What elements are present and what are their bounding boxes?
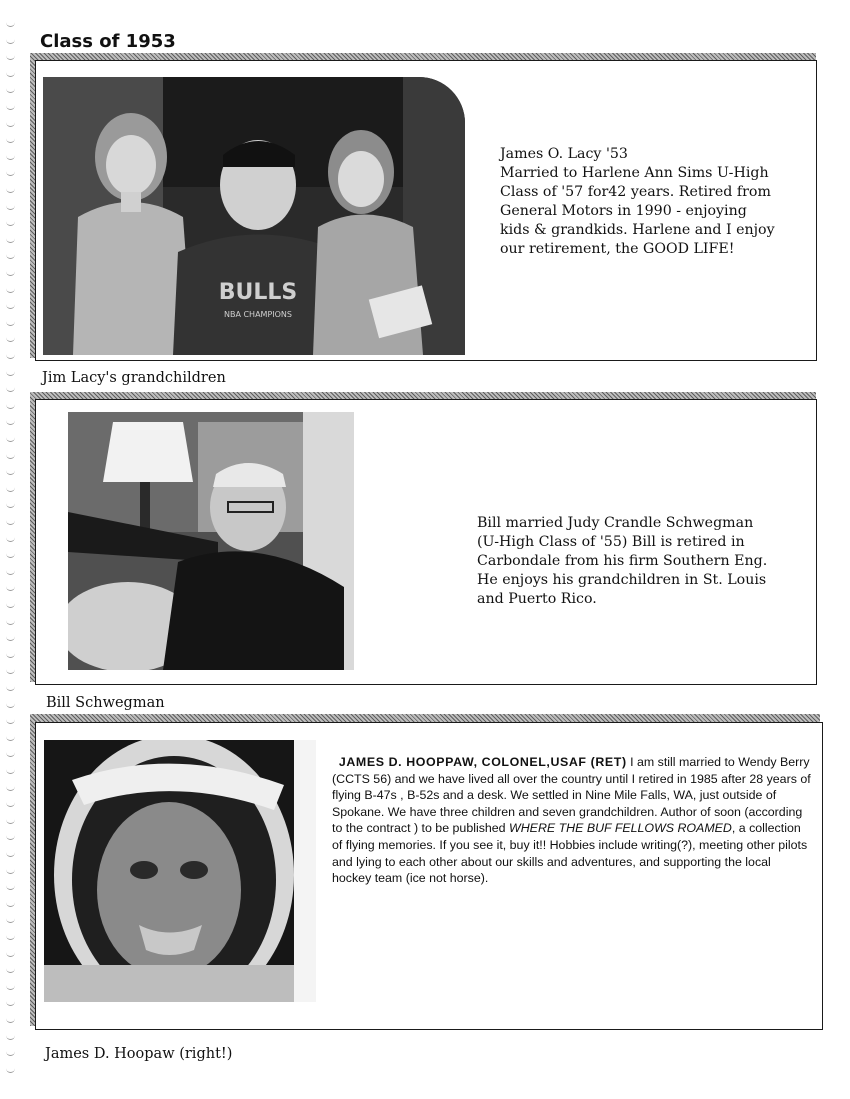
entry-panel-hooppaw [30,714,825,1036]
binder-ring-mark [6,950,15,957]
binder-ring-mark [6,452,15,459]
binder-ring-mark [6,667,15,674]
bio-line: Carbondale from his firm Southern Eng. [477,553,768,569]
bio-line: Class of '57 for42 years. Retired from [500,184,771,200]
binder-ring-mark [6,701,15,708]
bleed-through-text [500,452,780,486]
bio-text-hooppaw [332,754,812,887]
photo-caption-lacy: Jim Lacy's grandchildren [42,370,226,386]
bio-line: General Motors in 1990 - enjoying [500,203,747,219]
binder-ring-mark [6,286,15,293]
binder-ring-mark [6,501,15,508]
binder-ring-mark [6,20,15,27]
binder-ring-mark [6,120,15,127]
page-title: Class of 1953 [40,31,176,52]
binder-ring-mark [6,352,15,359]
binder-ring-mark [6,468,15,475]
binder-ring-mark [6,933,15,940]
bio-body-part2: , a collection of flying memories. If you see it, buy it!! Hobbies include writing(?), meeting other pilots and lying to each other about our skills and adventures, and supporting the local hockey team (ice not horse). [332,821,808,886]
binder-ring-mark [6,435,15,442]
bio-text-schwegman [477,514,817,609]
photo-hooppaw-pilot [44,740,316,1002]
entry-panel-lacy [30,53,820,368]
binder-ring-mark [6,518,15,525]
bio-line: kids & grandkids. Harlene and I enjoy [500,222,775,238]
binder-ring-mark [6,618,15,625]
binder-ring-mark [6,236,15,243]
binder-ring-mark [6,999,15,1006]
binder-ring-mark [6,219,15,226]
bio-line: our retirement, the GOOD LIFE! [500,241,735,257]
binder-ring-mark [6,103,15,110]
binder-ring-mark [6,402,15,409]
binder-ring-mark [6,734,15,741]
binder-ring-mark [6,70,15,77]
binder-ring-mark [6,169,15,176]
shirt-text: BULLS [218,280,298,305]
photo-caption-hooppaw: James D. Hoopaw (right!) [45,1046,233,1062]
binder-ring-mark [6,86,15,93]
binder-ring-mark [6,418,15,425]
shirt-subtext: NBA CHAMPIONS [223,310,293,319]
binder-ring-mark [6,1016,15,1023]
binder-ring-mark [6,1033,15,1040]
binder-ring-mark [6,983,15,990]
binder-ring-mark [6,784,15,791]
bio-text-lacy [500,145,810,259]
binder-ring-mark [6,385,15,392]
binder-ring-mark [6,634,15,641]
photo-caption-schwegman: Bill Schwegman [46,695,165,711]
binder-ring-mark [6,335,15,342]
binder-ring-mark [6,867,15,874]
binder-ring-mark [6,717,15,724]
binder-ring-mark [6,601,15,608]
bio-line: James O. Lacy '53 [500,146,628,162]
binder-ring-mark [6,883,15,890]
bio-line: Married to Harlene Ann Sims U-High [500,165,769,181]
bio-line: (U-High Class of '55) Bill is retired in [477,534,745,550]
binder-ring-mark [6,800,15,807]
binder-ring-mark [6,203,15,210]
binder-ring-mark [6,767,15,774]
binder-ring-mark [6,37,15,44]
photo-lacy-grandchildren [43,77,465,355]
binder-ring-holes [6,20,20,1090]
binder-ring-mark [6,319,15,326]
bio-line: Bill married Judy Crandle Schwegman [477,515,754,531]
bio-body-part1: I am still married to Wendy Berry (CCTS 56) and we have lived all over the country until I retired in 1985 after 28 years of flying B-47s , B-52s and a desk. We settled in Nine Mile Falls, WA, just outside of Spokane. We have three children and seven grandchildren. Author of soon (according to the contract ) to be published [332,755,811,836]
bio-book-title: WHERE THE BUF FELLOWS ROAMED [509,821,732,836]
binder-ring-mark [6,684,15,691]
bio-line: He enjoys his grandchildren in St. Louis [477,572,767,588]
binder-ring-mark [6,302,15,309]
binder-ring-mark [6,584,15,591]
binder-ring-mark [6,966,15,973]
bio-heading [332,755,630,769]
bio-heading-text: JAMES D. HOOPPAW, COLONEL,USAF (RET) [338,755,627,769]
binder-ring-mark [6,535,15,542]
binder-ring-mark [6,269,15,276]
bio-line: and Puerto Rico. [477,591,597,607]
binder-ring-mark [6,850,15,857]
binder-ring-mark [6,916,15,923]
binder-ring-mark [6,153,15,160]
binder-ring-mark [6,485,15,492]
entry-panel-schwegman [30,392,820,692]
binder-ring-mark [6,53,15,60]
binder-ring-mark [6,900,15,907]
binder-ring-mark [6,252,15,259]
binder-ring-mark [6,817,15,824]
binder-ring-mark [6,1049,15,1056]
binder-ring-mark [6,750,15,757]
binder-ring-mark [6,833,15,840]
binder-ring-mark [6,136,15,143]
binder-ring-mark [6,568,15,575]
binder-ring-mark [6,1066,15,1073]
binder-ring-mark [6,651,15,658]
photo-schwegman [68,412,354,670]
binder-ring-mark [6,186,15,193]
binder-ring-mark [6,551,15,558]
binder-ring-mark [6,369,15,376]
